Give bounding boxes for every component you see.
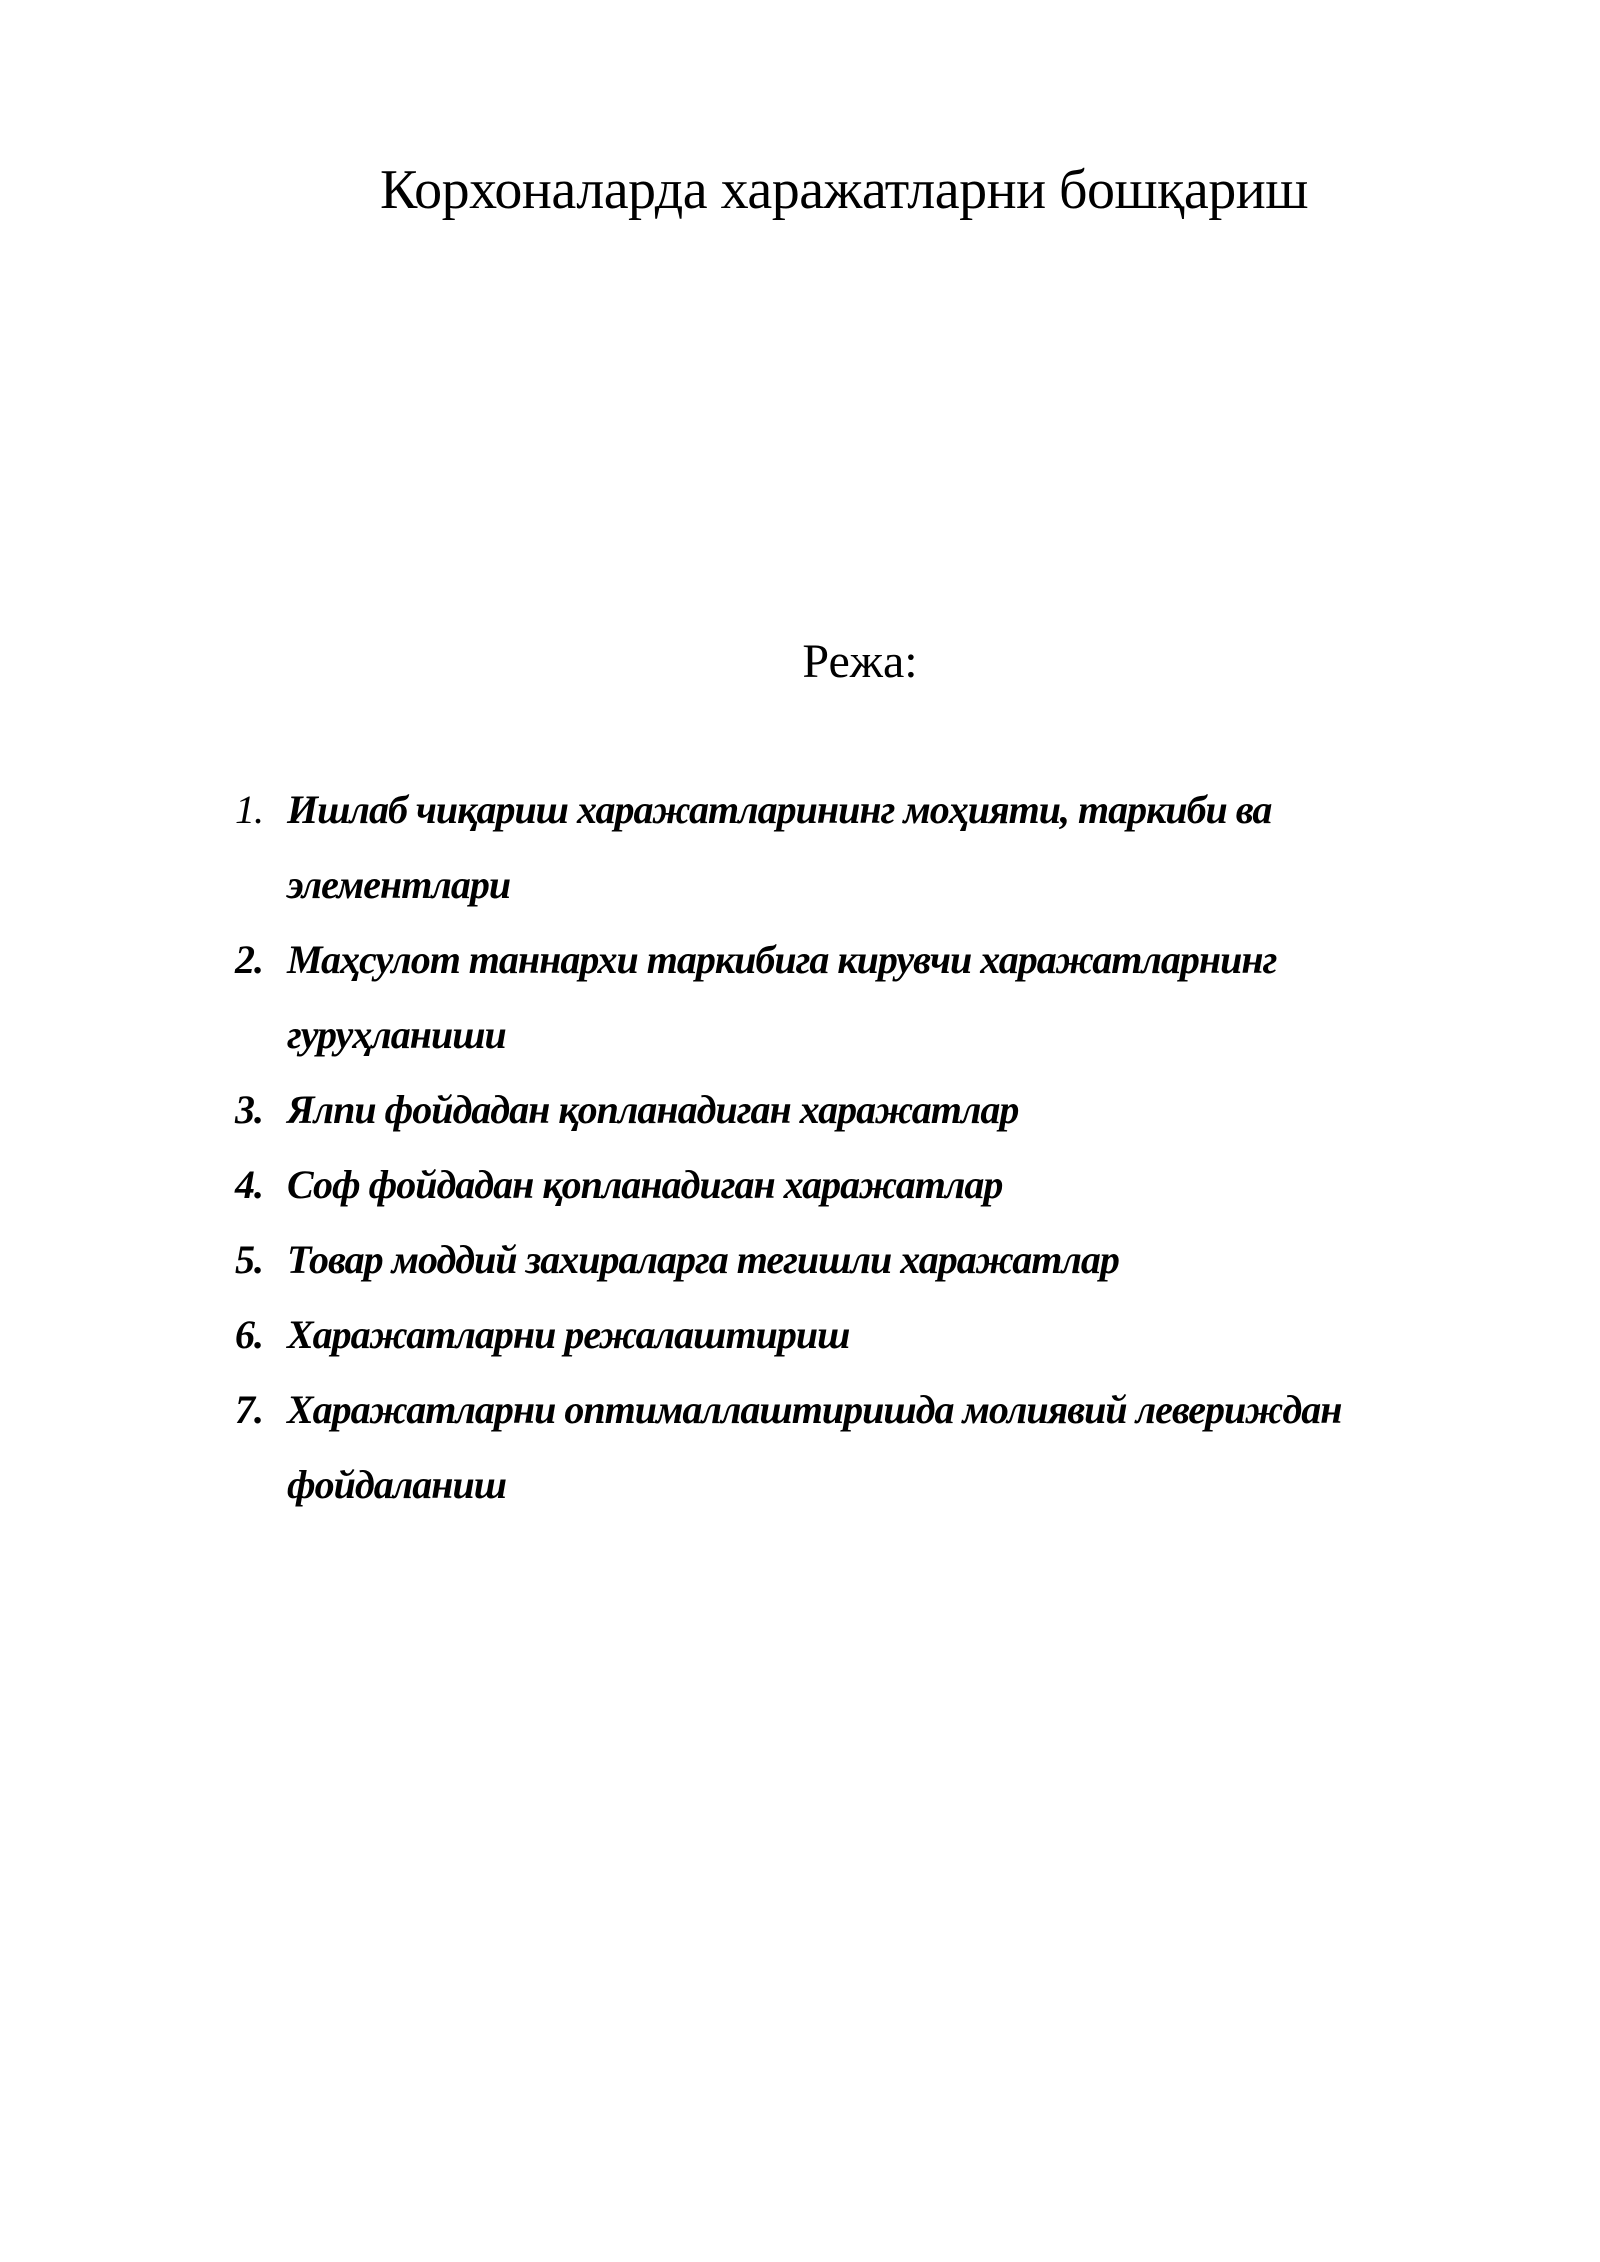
document-title: Корхоналарда харажатларни бошқариш [380, 159, 1308, 221]
plan-item [235, 1072, 1435, 1147]
plan-item [235, 1222, 1435, 1297]
plan-item-text: Маҳсулот таннархи таркибига кирувчи харажатларнинг гуруҳланиши [287, 937, 1277, 1057]
plan-list [235, 772, 1435, 1522]
plan-item-number: 6. [235, 1312, 263, 1357]
plan-item-number: 4. [235, 1162, 263, 1207]
plan-item [235, 1297, 1435, 1372]
plan-item [235, 1147, 1435, 1222]
plan-item [235, 772, 1435, 922]
plan-item [235, 922, 1435, 1072]
plan-item-text: Харажатларни режалаштириш [287, 1312, 850, 1357]
plan-item-text: Харажатларни оптималлаштиришда молиявий левериждан фойдаланиш [287, 1387, 1342, 1507]
plan-item [235, 1372, 1435, 1522]
plan-item-number: 1. [235, 787, 263, 832]
plan-item-number: 2. [235, 937, 263, 982]
plan-item-text: Соф фойдадан қопланадиган харажатлар [287, 1162, 1003, 1207]
plan-item-number: 7. [235, 1387, 263, 1432]
plan-item-text: Товар моддий захираларга тегишли харажатлар [287, 1237, 1119, 1282]
plan-item-number: 5. [235, 1237, 263, 1282]
plan-item-number: 3. [235, 1087, 263, 1132]
plan-item-text: Ялпи фойдадан қопланадиган харажатлар [287, 1087, 1019, 1132]
plan-heading: Режа: [802, 635, 918, 688]
plan-item-text: Ишлаб чиқариш харажатларининг моҳияти, таркиби ва элементлари [287, 787, 1272, 907]
